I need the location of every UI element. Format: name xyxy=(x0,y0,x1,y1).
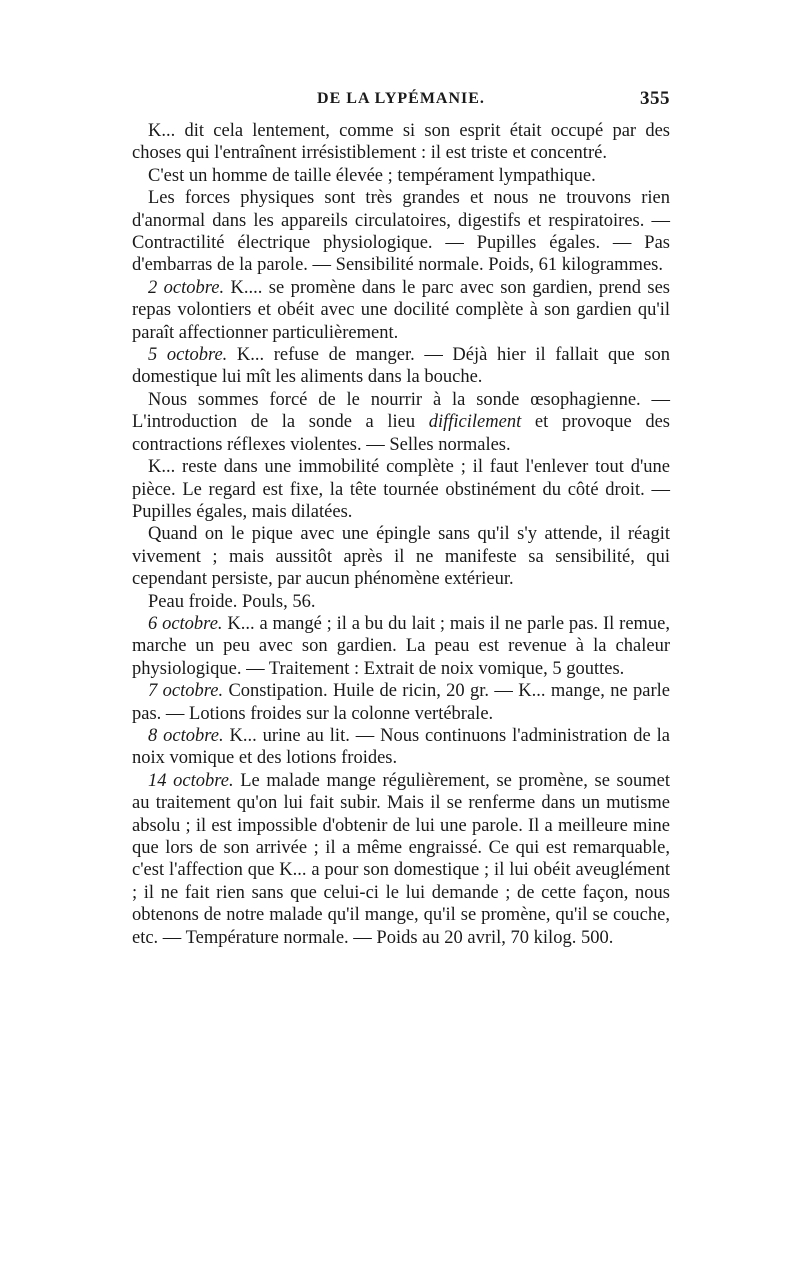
body-text xyxy=(132,120,670,949)
entry-date: 7 octobre. xyxy=(148,681,224,702)
paragraph: 2 octobre. K.... se promène dans le parc avec son gardien, prend ses repas volontiers et obéit avec une docilité complète à son gardien qu'il paraît affectionner particulièrement. xyxy=(132,277,670,343)
page-header xyxy=(132,86,670,116)
paragraph: 14 octobre. Le malade mange régulièrement, se promène, se soumet au traitement qu'on lui fait subir. Mais il se renferme dans un mutisme absolu ; il est impossible d'obtenir de lui une parole. Il a meilleure mine que lors de son arrivée ; il a même engraissé. Ce qui est remarquable, c'est l'affection que K... a pour son domestique ; il lui obéit aveuglément ; il ne fait rien sans que celui-ci le lui demande ; de cette façon, nous obtenons de notre malade qu'il mange, qu'il se promène, qu'il se couche, etc. — Température normale. — Poids au 20 avril, 70 kilog. 500. xyxy=(132,770,671,948)
entry-date: 14 octobre. xyxy=(148,770,234,791)
paragraph: 7 octobre. Constipation. Huile de ricin, 20 gr. — K... mange, ne parle pas. — Lotions froides sur la colonne vertébrale. xyxy=(132,681,670,724)
paragraph: Les forces physiques sont très grandes et nous ne trouvons rien d'anormal dans les appareils circulatoires, digestifs et respiratoires. — Contractilité électrique physiologique. — Pupilles égales. — Pas d'embarras de la parole. — Sensibilité normale. Poids, 61 kilogrammes. xyxy=(132,188,670,276)
book-page xyxy=(132,86,670,949)
paragraph: 6 octobre. K... a mangé ; il a bu du lait ; mais il ne parle pas. Il remue, marche un peu avec son gardien. La peau est revenue à la chaleur physiologique. — Traitement : Extrait de noix vomique, 5 gouttes. xyxy=(132,613,671,679)
entry-date: 5 octobre. xyxy=(148,345,228,366)
page-number: 355 xyxy=(640,88,670,109)
paragraph: 5 octobre. K... refuse de manger. — Déjà hier il fallait que son domestique lui mît les aliments dans la bouche. xyxy=(132,345,670,388)
entry-date: 8 octobre. xyxy=(148,725,224,746)
paragraph: K... reste dans une immobilité complète ; il faut l'enlever tout d'une pièce. Le regard est fixe, la tête tournée obstinément du côté droit. — Pupilles égales, mais dilatées. xyxy=(132,457,670,522)
paragraph: C'est un homme de taille élevée ; tempérament lympathique. xyxy=(148,165,596,186)
entry-date: 6 octobre. xyxy=(148,613,223,634)
paragraph: Quand on le pique avec une épingle sans qu'il s'y attende, il réagit vivement ; mais aussitôt après il ne manifeste sa sensibilité, qui cependant persiste, par aucun phénomène extérieur. xyxy=(132,524,670,590)
entry-date: 2 octobre. xyxy=(148,277,225,298)
paragraph: Nous sommes forcé de le nourrir à la sonde œsophagienne. — L'introduction de la sonde a lieu difficilement et provoque des contractions réflexes violentes. — Selles normales. xyxy=(132,389,670,455)
emphasis: difficilement xyxy=(428,412,522,433)
paragraph: 8 octobre. K... urine au lit. — Nous continuons l'administration de la noix vomique et des lotions froides. xyxy=(132,725,670,769)
paragraph: K... dit cela lentement, comme si son esprit était occupé par des choses qui l'entraînent irrésistiblement : il est triste et concentré. xyxy=(132,121,670,164)
running-head: DE LA LYPÉMANIE. xyxy=(317,90,485,107)
paragraph: Peau froide. Pouls, 56. xyxy=(148,591,316,612)
